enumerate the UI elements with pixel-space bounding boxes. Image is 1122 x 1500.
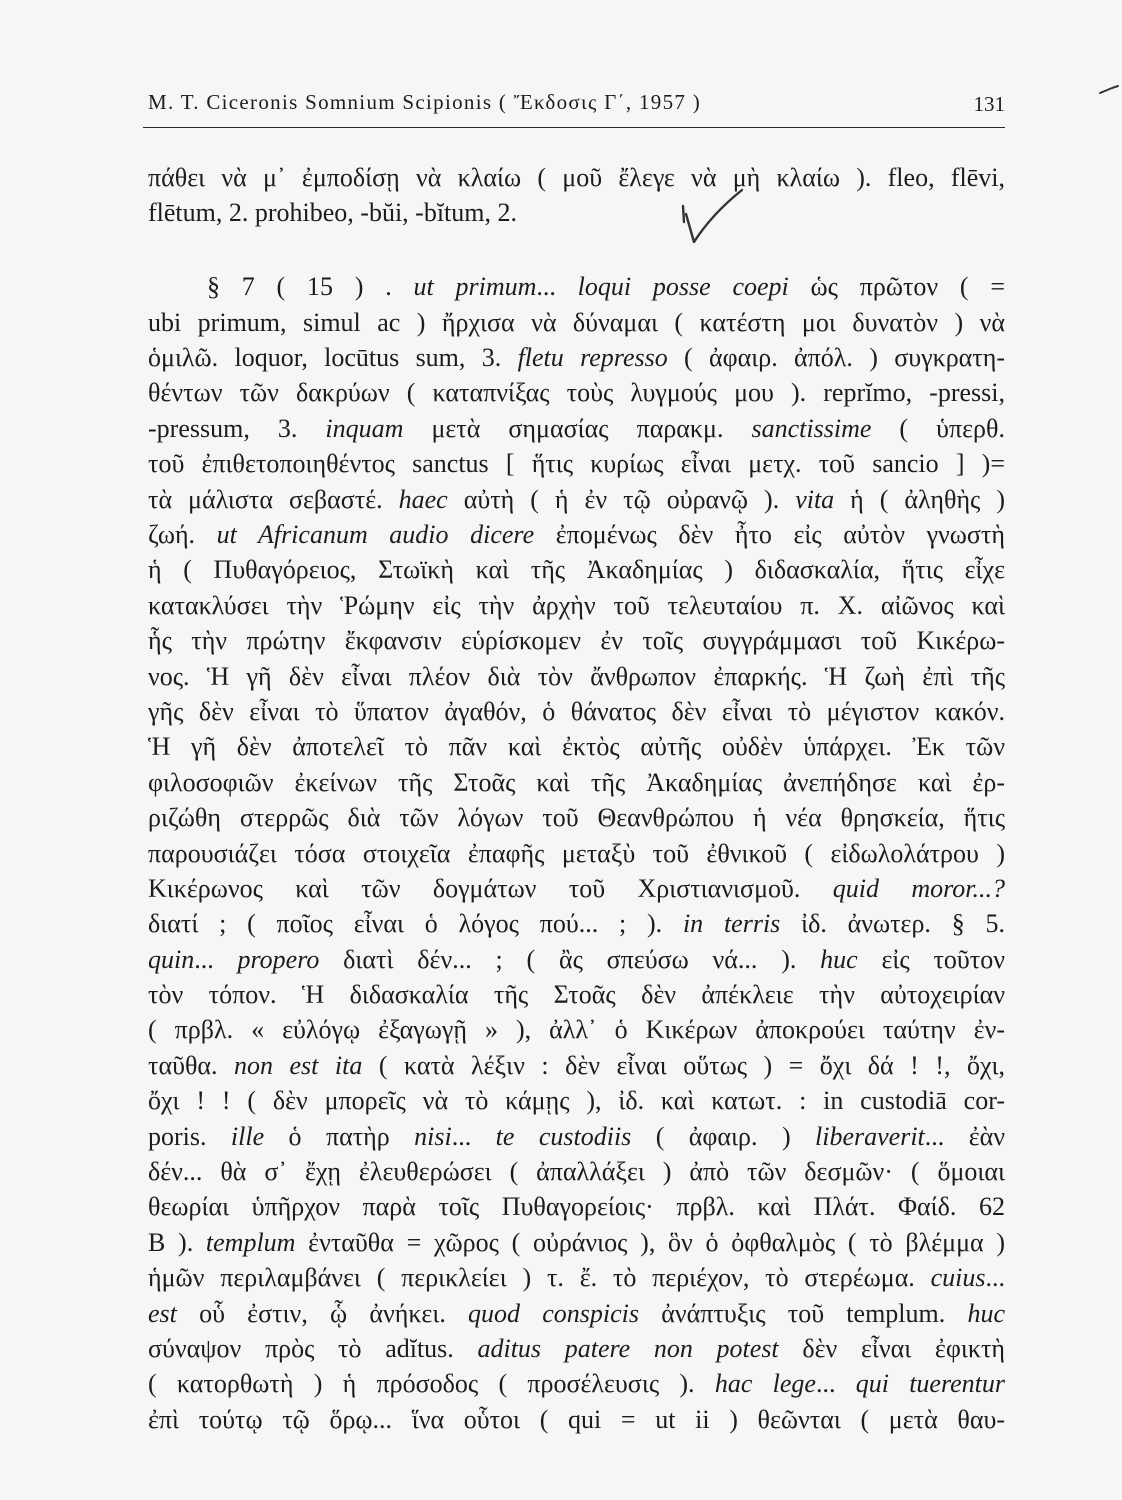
text-run: ubi primum, simul ac ) ἤρχισα νὰ δύναμαι ( κατέστη μοι δυνατὸν ) νὰ: [148, 307, 1005, 337]
text-run: ( ὑπερθ.: [871, 413, 1005, 443]
text-run: μετὰ σημασίας παρακμ.: [403, 413, 752, 443]
italic-lemma: sanctissime: [751, 413, 872, 443]
text-line: [148, 623, 1005, 658]
italic-lemma: quid moror...?: [832, 873, 1005, 903]
text-line: [148, 1260, 1005, 1295]
italic-lemma: vita: [795, 484, 835, 514]
text-run: διατὶ δέν... ; ( ἂς σπεύσω νά... ).: [319, 944, 821, 974]
text-run: ...: [536, 272, 578, 302]
text-run: ...: [985, 1263, 1005, 1293]
text-run: poris.: [148, 1121, 231, 1151]
text-line: [148, 340, 1005, 375]
header-rule: [143, 127, 1005, 128]
text-run: ἐνταῦθα = χῶρος ( οὐράνιος ), ὃν ὁ ὀφθαλμὸς ( τὸ βλέμμα ): [295, 1227, 1005, 1257]
text-line: [148, 160, 1005, 195]
text-run: ( ἀφαιρ. ἀπόλ. ) συγκρατη-: [667, 343, 1005, 373]
text-line: [148, 659, 1005, 694]
text-line: [148, 375, 1005, 410]
text-run: ...: [194, 944, 238, 974]
italic-lemma: loqui posse coepi: [577, 272, 789, 302]
italic-lemma: hac lege: [714, 1369, 816, 1399]
text-line: [148, 871, 1005, 906]
text-line: [148, 1296, 1005, 1331]
text-line: [148, 588, 1005, 623]
text-run: νος. Ἡ γῆ δὲν εἶναι πλέον διὰ τὸν ἄνθρωπον ἐπαρκής. Ἡ ζωὴ ἐπὶ τῆς: [148, 661, 1005, 691]
italic-lemma: huc: [967, 1298, 1005, 1328]
italic-lemma: templum: [205, 1227, 296, 1257]
running-title: M. T. Ciceronis Somnium Scipionis ( Ἔκδοσις Γ΄, 1957 ): [148, 90, 702, 114]
text-run: ( κατὰ λέξιν : δὲν εἶναι οὕτως ) = ὄχι δά ! !, ὄχι,: [362, 1050, 1005, 1080]
text-line: [148, 1012, 1005, 1047]
text-run: B ).: [148, 1227, 206, 1257]
text-run: τὰ μάλιστα σεβαστέ.: [148, 484, 399, 514]
text-run: αὐτὴ ( ἡ ἐν τῷ οὐρανῷ ).: [447, 484, 796, 514]
text-run: ἐπὶ τούτῳ τῷ ὅρῳ... ἵνα οὗτοι ( qui = ut ii ) θεῶνται ( μετὰ θαυ-: [148, 1404, 1005, 1434]
italic-lemma: huc: [820, 944, 858, 974]
text-run: ἡμῶν περιλαμβάνει ( περικλείει ) τ. ἔ. τὸ περιέχον, τὸ στερέωμα.: [148, 1263, 931, 1293]
running-header: [148, 88, 1005, 116]
text-run: τοῦ ἐπιθετοποιηθέντος sanctus [ ἥτις κυρίως εἶναι μετχ. τοῦ sancio ] )=: [148, 449, 1005, 479]
text-line: [148, 694, 1005, 729]
text-run: Ἡ γῆ δὲν ἀποτελεῖ τὸ πᾶν καὶ ἐκτὸς αὐτῆς οὐδὲν ὑπάρχει. Ἐκ τῶν: [148, 732, 1005, 762]
italic-lemma: quod conspicis: [468, 1298, 640, 1328]
italic-lemma: liberaverit: [815, 1121, 925, 1151]
text-run: flētum, 2. prohibeo, -bŭi, -bĭtum, 2.: [148, 198, 518, 228]
commentary-text: [148, 160, 1005, 1437]
text-line: [148, 942, 1005, 977]
text-run: ( ἀφαιρ. ): [631, 1121, 816, 1151]
text-run: ἀνάπτυξις τοῦ templum.: [639, 1298, 968, 1328]
text-line: [148, 1225, 1005, 1260]
text-run: παρουσιάζει τόσα στοιχεῖα ἐπαφῆς μεταξὺ τοῦ ἐθνικοῦ ( εἰδωλολάτρου ): [148, 838, 1005, 868]
italic-lemma: ut Africanum audio dicere: [216, 520, 535, 550]
text-run: ( πρβλ. « εὐλόγῳ ἐξαγωγῇ » ), ἀλλ᾽ ὁ Κικέρων ἀποκρούει ταύτην ἐν-: [148, 1015, 1005, 1045]
text-line: [148, 517, 1005, 552]
italic-lemma: ille: [230, 1121, 265, 1151]
text-line: [148, 1189, 1005, 1224]
text-line: [148, 800, 1005, 835]
text-run: ἐπομένως δὲν ἦτο εἰς αὐτὸν γνωστὴ: [534, 520, 1005, 550]
page-number: 131: [973, 92, 1005, 116]
text-run: θεωρίαι ὑπῆρχον παρὰ τοῖς Πυθαγορείοις· πρβλ. καὶ Πλάτ. Φαίδ. 62: [148, 1192, 1005, 1222]
text-run: ταῦθα.: [148, 1050, 235, 1080]
text-line: [148, 446, 1005, 481]
text-run: ὄχι ! ! ( δὲν μπορεῖς νὰ τὸ κάμῃς ), ἰδ. καὶ κατωτ. : in custodiā cor-: [148, 1086, 1005, 1116]
text-run: εἰς τοῦτον: [857, 944, 1005, 974]
italic-lemma: nisi: [414, 1121, 452, 1151]
italic-lemma: aditus patere non potest: [477, 1334, 779, 1363]
text-line: [148, 552, 1005, 587]
text-line: [148, 729, 1005, 764]
italic-lemma: in terris: [682, 909, 781, 939]
text-line: [148, 482, 1005, 517]
text-run: ριζώθη στερρῶς διὰ τῶν λόγων τοῦ Θεανθρώπου ἡ νέα θρησκεία, ἥτις: [148, 803, 1005, 833]
text-line: [148, 1402, 1005, 1437]
italic-lemma: fletu represso: [517, 343, 668, 373]
text-line: [148, 411, 1005, 446]
text-run: διατί ; ( ποῖος εἶναι ὁ λόγος πού... ; ).: [148, 909, 683, 939]
text-run: δέν... θὰ σ᾽ ἔχῃ ἐλευθερώσει ( ἀπαλλάξει ) ἀπὸ τῶν δεσμῶν· ( ὅμοιαι: [148, 1157, 1005, 1187]
text-run: -pressum, 3.: [148, 413, 326, 443]
text-run: ( κατορθωτὴ ) ἡ πρόσοδος ( προσέλευσις ).: [148, 1369, 715, 1399]
text-run: ἡ ( ἀληθὴς ): [834, 484, 1005, 514]
text-line: [148, 1366, 1005, 1401]
text-run: φιλοσοφιῶν ἐκείνων τῆς Στοᾶς καὶ τῆς Ἀκαδημίας ἀνεπήδησε καὶ ἐρ-: [148, 767, 1005, 797]
text-run: γῆς δὲν εἶναι τὸ ὕπατον ἀγαθόν, ὁ θάνατος δὲν εἶναι τὸ μέγιστον κακόν.: [148, 696, 1005, 726]
italic-lemma: haec: [398, 484, 448, 514]
text-run: ...: [451, 1121, 496, 1151]
text-line: [148, 765, 1005, 800]
italic-lemma: non est ita: [234, 1050, 363, 1080]
text-run: ὡς πρῶτον ( =: [788, 272, 1005, 302]
text-line: [148, 195, 1005, 230]
text-line: [148, 269, 1005, 304]
pen-mark: [1100, 86, 1118, 93]
italic-lemma: te custodiis: [495, 1121, 632, 1151]
text-run: ἡ ( Πυθαγόρειος, Στωϊκὴ καὶ τῆς Ἀκαδημίας ) διδασκαλία, ἥτις εἶχε: [148, 555, 1005, 585]
text-run: ζωή.: [148, 520, 217, 550]
text-run: ἧς τὴν πρώτην ἔκφανσιν εὑρίσκομεν ἐν τοῖς συγγράμμασι τοῦ Κικέρω-: [148, 626, 1005, 656]
text-run: ἰδ. ἀνωτερ. § 5.: [780, 909, 1005, 939]
italic-lemma: inquam: [325, 413, 404, 443]
italic-lemma: propero: [237, 944, 320, 974]
text-run: ...: [815, 1369, 856, 1399]
text-run: κατακλύσει τὴν Ῥώμην εἰς τὴν ἀρχὴν τοῦ τελευταίου π. Χ. αἰῶνος καὶ: [148, 590, 1005, 620]
text-run: ὁ πατὴρ: [264, 1121, 415, 1151]
text-line: [148, 977, 1005, 1012]
italic-lemma: cuius: [930, 1263, 986, 1293]
text-run: § 7 ( 15 ) .: [207, 272, 414, 302]
text-line: [148, 1048, 1005, 1083]
italic-lemma: ut primum: [413, 272, 537, 302]
text-run: ὁμιλῶ. loquor, locūtus sum, 3.: [148, 343, 518, 373]
italic-lemma: qui tuerentur: [855, 1369, 1005, 1399]
text-line: [148, 1083, 1005, 1118]
text-line: [148, 305, 1005, 340]
text-line: [148, 1119, 1005, 1154]
text-run: ... ἐὰν: [924, 1121, 1005, 1151]
text-run: οὗ ἐστιν, ᾧ ἀνήκει.: [176, 1298, 469, 1328]
text-run: σύναψον πρὸς τὸ adĭtus.: [148, 1334, 478, 1363]
text-run: τὸν τόπον. Ἡ διδασκαλία τῆς Στοᾶς δὲν ἀπέκλειε τὴν αὐτοχειρίαν: [148, 980, 1005, 1010]
text-run: Κικέρωνος καὶ τῶν δογμάτων τοῦ Χριστιανισμοῦ.: [148, 873, 833, 903]
text-run: θέντων τῶν δακρύων ( καταπνίξας τοὺς λυγμούς μου ). reprĭmo, -pressi,: [148, 378, 1005, 408]
italic-lemma: est: [148, 1298, 177, 1328]
text-line: [148, 1154, 1005, 1189]
text-run: πάθει νὰ μ᾽ ἐμποδίσῃ νὰ κλαίω ( μοῦ ἔλεγε νὰ μὴ κλαίω ). fleo, flēvi,: [148, 163, 1005, 192]
text-line: [148, 906, 1005, 941]
text-run: δὲν εἶναι ἐφικτὴ: [778, 1334, 1005, 1363]
italic-lemma: quin: [148, 944, 195, 974]
text-line: [148, 836, 1005, 871]
text-line: [148, 1331, 1005, 1366]
